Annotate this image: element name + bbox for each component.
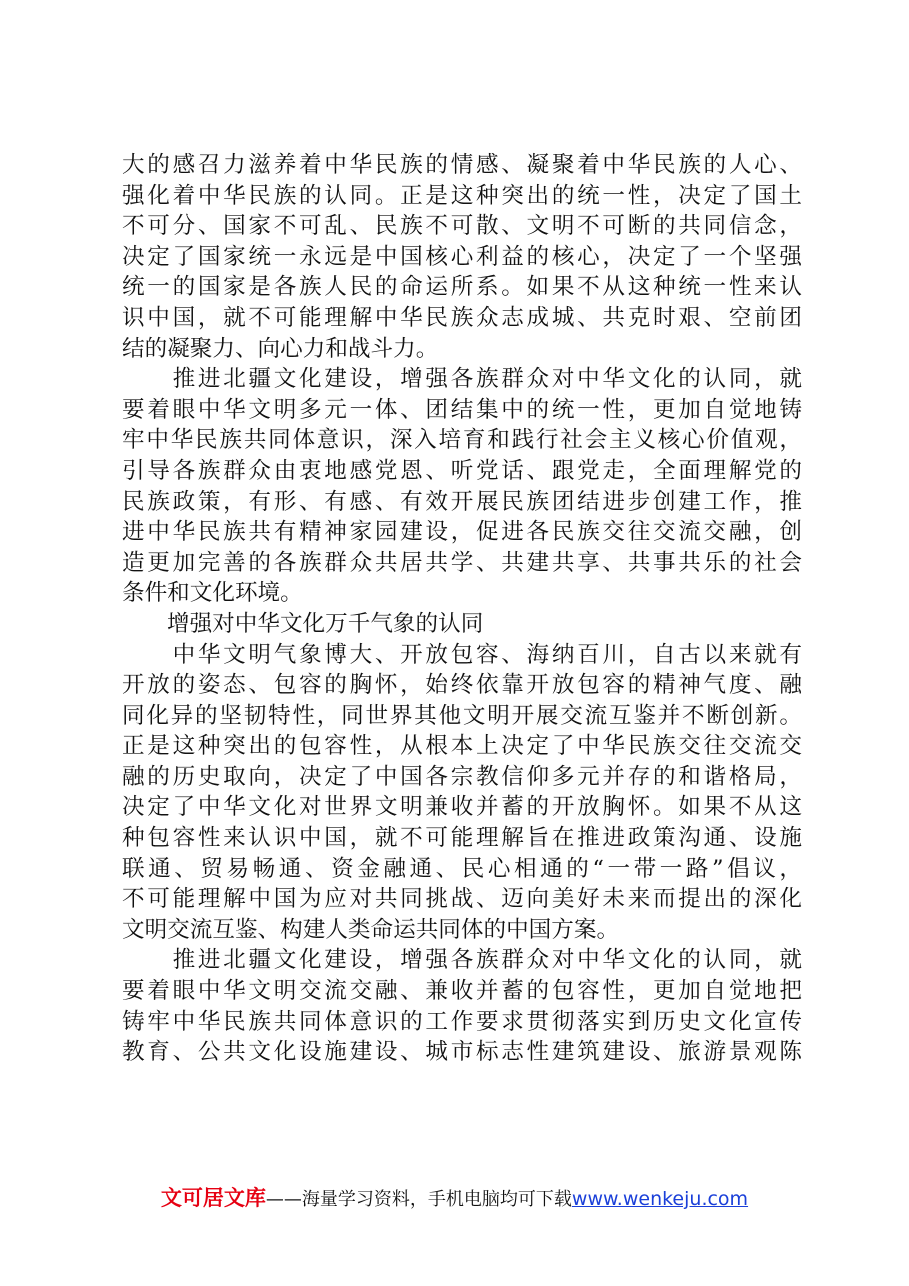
paragraph-line: 要着眼中华文明多元一体、团结集中的统一性，更加自觉地铸 [122,396,802,423]
paragraph-line: 不可分、国家不可乱、民族不可散、文明不可断的共同信念， [122,213,802,240]
paragraph-line: 文明交流互鉴、构建人类命运共同体的中国方案。 [122,916,620,943]
paragraph-line: 决定了国家统一永远是中国核心利益的核心，决定了一个坚强 [122,243,802,270]
footer-tagline: ——海量学习资料，手机电脑均可下载 [265,1189,572,1210]
paragraph-line: 统一的国家是各族人民的命运所系。如果不从这种统一性来认 [122,274,802,301]
paragraph-line: 铸牢中华民族共同体意识的工作要求贯彻落实到历史文化宣传 [122,1008,802,1035]
paragraph-line: 联通、贸易畅通、资金融通、民心相通的“一带一路”倡议， [122,855,802,882]
footer-brand: 文可居文库 [160,1186,266,1210]
paragraph-line: 开放的姿态、包容的胸怀，始终依靠开放包容的精神气度、融 [122,672,802,699]
paragraph-line: 条件和文化环境。 [122,580,303,607]
paragraph-line: 推进北疆文化建设，增强各族群众对中华文化的认同，就 [122,366,802,393]
paragraph-line: 进中华民族共有精神家园建设，促进各民族交往交流交融，创 [122,519,802,546]
paragraph-line: 种包容性来认识中国，就不可能理解旨在推进政策沟通、设施 [122,825,802,852]
paragraph-line: 融的历史取向，决定了中国各宗教信仰多元并存的和谐格局， [122,763,802,790]
document-body [122,150,802,1068]
paragraph-line: 牢中华民族共同体意识，深入培育和践行社会主义核心价值观， [122,427,802,454]
paragraph-line: 同化异的坚韧特性，同世界其他文明开展交流互鉴并不断创新。 [122,702,802,729]
paragraph-line: 决定了中华文化对世界文明兼收并蓄的开放胸怀。如果不从这 [122,794,802,821]
paragraph-line: 造更加完善的各族群众共居共学、共建共享、共事共乐的社会 [122,549,802,576]
paragraph-line: 教育、公共文化设施建设、城市标志性建筑建设、旅游景观陈 [122,1039,802,1066]
paragraph-line: 识中国，就不可能理解中华民族众志成城、共克时艰、空前团 [122,304,802,331]
paragraph-line: 结的凝聚力、向心力和战斗力。 [122,335,439,362]
footer-banner [0,1182,909,1212]
paragraph-line: 不可能理解中国为应对共同挑战、迈向美好未来而提出的深化 [122,886,802,913]
paragraph-line: 民族政策，有形、有感、有效开展民族团结进步创建工作，推 [122,488,802,515]
paragraph-line: 大的感召力滋养着中华民族的情感、凝聚着中华民族的人心、 [122,152,802,178]
paragraph-line: 中华文明气象博大、开放包容、海纳百川，自古以来就有 [122,641,802,668]
paragraph-line: 推进北疆文化建设，增强各族群众对中华文化的认同，就 [122,947,802,974]
paragraph-line: 强化着中华民族的认同。正是这种突出的统一性，决定了国土 [122,182,802,209]
paragraph-line: 正是这种突出的包容性，从根本上决定了中华民族交往交流交 [122,733,802,760]
section-heading: 增强对中华文化万千气象的认同 [167,610,484,637]
paragraph-line: 要着眼中华文明交流交融、兼收并蓄的包容性，更加自觉地把 [122,978,802,1005]
footer-url-link[interactable]: www.wenkeju.com [571,1188,749,1210]
paragraph-line: 引导各族群众由衷地感党恩、听党话、跟党走，全面理解党的 [122,457,802,484]
